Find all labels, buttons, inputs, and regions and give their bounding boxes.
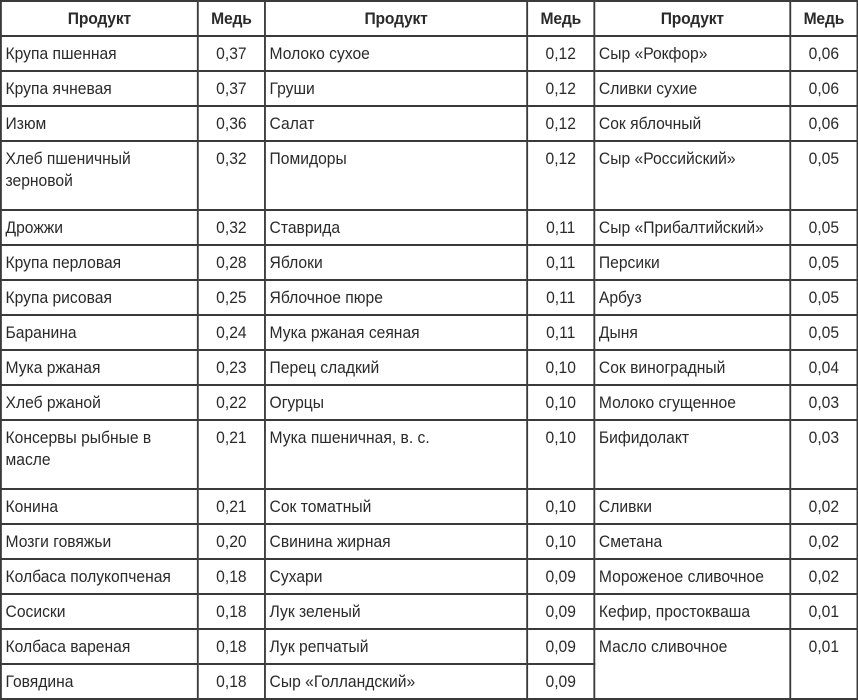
product-name-cell: Мозги говяжьи [1, 524, 198, 559]
table-row [1, 524, 858, 559]
product-name-cell: Дрожжи [1, 210, 198, 245]
copper-value-cell: 0,02 [790, 559, 857, 594]
copper-value-cell: 0,24 [198, 315, 265, 350]
copper-value-cell: 0,05 [790, 280, 857, 315]
product-name-cell: Сыр «Российский» [594, 141, 790, 210]
table-row [1, 594, 858, 629]
product-name-cell: Мука ржаная сеяная [265, 315, 527, 350]
copper-value-cell: 0,25 [198, 280, 265, 315]
product-name-cell: Изюм [1, 106, 198, 141]
copper-value-cell: 0,12 [527, 36, 594, 71]
product-name-cell: Помидоры [265, 141, 527, 210]
product-name-cell: Арбуз [594, 280, 790, 315]
product-name-cell: Персики [594, 245, 790, 280]
copper-value-cell: 0,09 [527, 629, 594, 664]
table-row [1, 71, 858, 106]
copper-value-cell: 0,12 [527, 71, 594, 106]
product-name-cell: Мука пшеничная, в. с. [265, 420, 527, 489]
copper-value-cell: 0,02 [790, 524, 857, 559]
copper-value-cell: 0,23 [198, 350, 265, 385]
copper-value-cell: 0,11 [527, 210, 594, 245]
product-name-cell: Хлеб пшеничный зерновой [1, 141, 198, 210]
header-copper-3: Медь [790, 1, 857, 36]
header-product-1: Продукт [1, 1, 198, 36]
product-name-cell: Ставрида [265, 210, 527, 245]
copper-value-cell: 0,01 [790, 594, 857, 629]
copper-value-cell: 0,05 [790, 141, 857, 210]
product-name-cell: Крупа рисовая [1, 280, 198, 315]
copper-value-cell: 0,03 [790, 420, 857, 489]
product-name-cell: Крупа ячневая [1, 71, 198, 106]
header-product-3: Продукт [594, 1, 790, 36]
product-name-cell: Сыр «Голландский» [265, 664, 527, 699]
product-name-cell: Огурцы [265, 385, 527, 420]
product-name-cell: Баранина [1, 315, 198, 350]
copper-value-cell: 0,10 [527, 524, 594, 559]
product-name-cell: Сок томатный [265, 489, 527, 524]
copper-value-cell: 0,37 [198, 71, 265, 106]
product-name-cell: Дыня [594, 315, 790, 350]
product-name-cell: Консервы рыбные в масле [1, 420, 198, 489]
product-name-cell: Конина [1, 489, 198, 524]
copper-value-cell: 0,12 [527, 141, 594, 210]
product-name-cell: Лук зеленый [265, 594, 527, 629]
copper-value-cell: 0,11 [527, 280, 594, 315]
table-row [1, 141, 858, 210]
product-name-cell: Яблочное пюре [265, 280, 527, 315]
product-name-cell: Сливки [594, 489, 790, 524]
table-row [1, 280, 858, 315]
table-row [1, 385, 858, 420]
copper-value-cell: 0,18 [198, 629, 265, 664]
table-row [1, 559, 858, 594]
product-name-cell: Мука ржаная [1, 350, 198, 385]
product-name-cell: Яблоки [265, 245, 527, 280]
product-name-cell: Молоко сгущенное [594, 385, 790, 420]
copper-value-cell: 0,28 [198, 245, 265, 280]
product-name-cell: Сыр «Прибалтийский» [594, 210, 790, 245]
product-name-cell: Крупа пшенная [1, 36, 198, 71]
copper-value-cell: 0,37 [198, 36, 265, 71]
table-row [1, 245, 858, 280]
copper-value-cell: 0,06 [790, 71, 857, 106]
copper-value-cell: 0,11 [527, 245, 594, 280]
copper-value-cell: 0,32 [198, 210, 265, 245]
product-name-cell: Бифидолакт [594, 420, 790, 489]
table-row [1, 315, 858, 350]
copper-value-cell: 0,01 [790, 629, 857, 699]
product-name-cell: Сок яблочный [594, 106, 790, 141]
product-name-cell: Сок виноградный [594, 350, 790, 385]
product-name-cell: Хлеб ржаной [1, 385, 198, 420]
copper-value-cell: 0,05 [790, 315, 857, 350]
copper-value-cell: 0,06 [790, 36, 857, 71]
table-row [1, 420, 858, 489]
product-name-cell: Сосиски [1, 594, 198, 629]
copper-value-cell: 0,10 [527, 420, 594, 489]
table-row [1, 489, 858, 524]
product-name-cell: Крупа перловая [1, 245, 198, 280]
copper-value-cell: 0,36 [198, 106, 265, 141]
product-name-cell: Сметана [594, 524, 790, 559]
copper-value-cell: 0,05 [790, 245, 857, 280]
copper-value-cell: 0,18 [198, 594, 265, 629]
copper-value-cell: 0,09 [527, 664, 594, 699]
copper-value-cell: 0,10 [527, 489, 594, 524]
copper-value-cell: 0,09 [527, 594, 594, 629]
product-name-cell: Кефир, простокваша [594, 594, 790, 629]
product-name-cell: Мороженое сливочное [594, 559, 790, 594]
copper-value-cell: 0,18 [198, 664, 265, 699]
table-row [1, 350, 858, 385]
header-row [1, 1, 858, 36]
product-name-cell: Масло сливочное [594, 629, 790, 699]
table-row [1, 36, 858, 71]
header-copper-2: Медь [527, 1, 594, 36]
product-name-cell: Перец сладкий [265, 350, 527, 385]
product-name-cell: Сливки сухие [594, 71, 790, 106]
table-row [1, 629, 858, 664]
product-name-cell: Колбаса полукопченая [1, 559, 198, 594]
product-name-cell: Говядина [1, 664, 198, 699]
copper-value-cell: 0,02 [790, 489, 857, 524]
copper-value-cell: 0,04 [790, 350, 857, 385]
copper-value-cell: 0,10 [527, 385, 594, 420]
product-name-cell: Груши [265, 71, 527, 106]
copper-value-cell: 0,22 [198, 385, 265, 420]
copper-value-cell: 0,21 [198, 489, 265, 524]
header-copper-1: Медь [198, 1, 265, 36]
product-name-cell: Сыр «Рокфор» [594, 36, 790, 71]
product-name-cell: Салат [265, 106, 527, 141]
product-name-cell: Сухари [265, 559, 527, 594]
copper-value-cell: 0,21 [198, 420, 265, 489]
header-product-2: Продукт [265, 1, 527, 36]
copper-value-cell: 0,20 [198, 524, 265, 559]
product-name-cell: Колбаса вареная [1, 629, 198, 664]
product-name-cell: Молоко сухое [265, 36, 527, 71]
copper-value-cell: 0,12 [527, 106, 594, 141]
copper-value-cell: 0,06 [790, 106, 857, 141]
table-row [1, 106, 858, 141]
copper-value-cell: 0,10 [527, 350, 594, 385]
copper-value-cell: 0,03 [790, 385, 857, 420]
copper-value-cell: 0,18 [198, 559, 265, 594]
copper-value-cell: 0,11 [527, 315, 594, 350]
table-body [1, 36, 858, 699]
copper-value-cell: 0,09 [527, 559, 594, 594]
table-row [1, 210, 858, 245]
product-name-cell: Лук репчатый [265, 629, 527, 664]
copper-value-cell: 0,05 [790, 210, 857, 245]
copper-value-cell: 0,32 [198, 141, 265, 210]
product-name-cell: Свинина жирная [265, 524, 527, 559]
